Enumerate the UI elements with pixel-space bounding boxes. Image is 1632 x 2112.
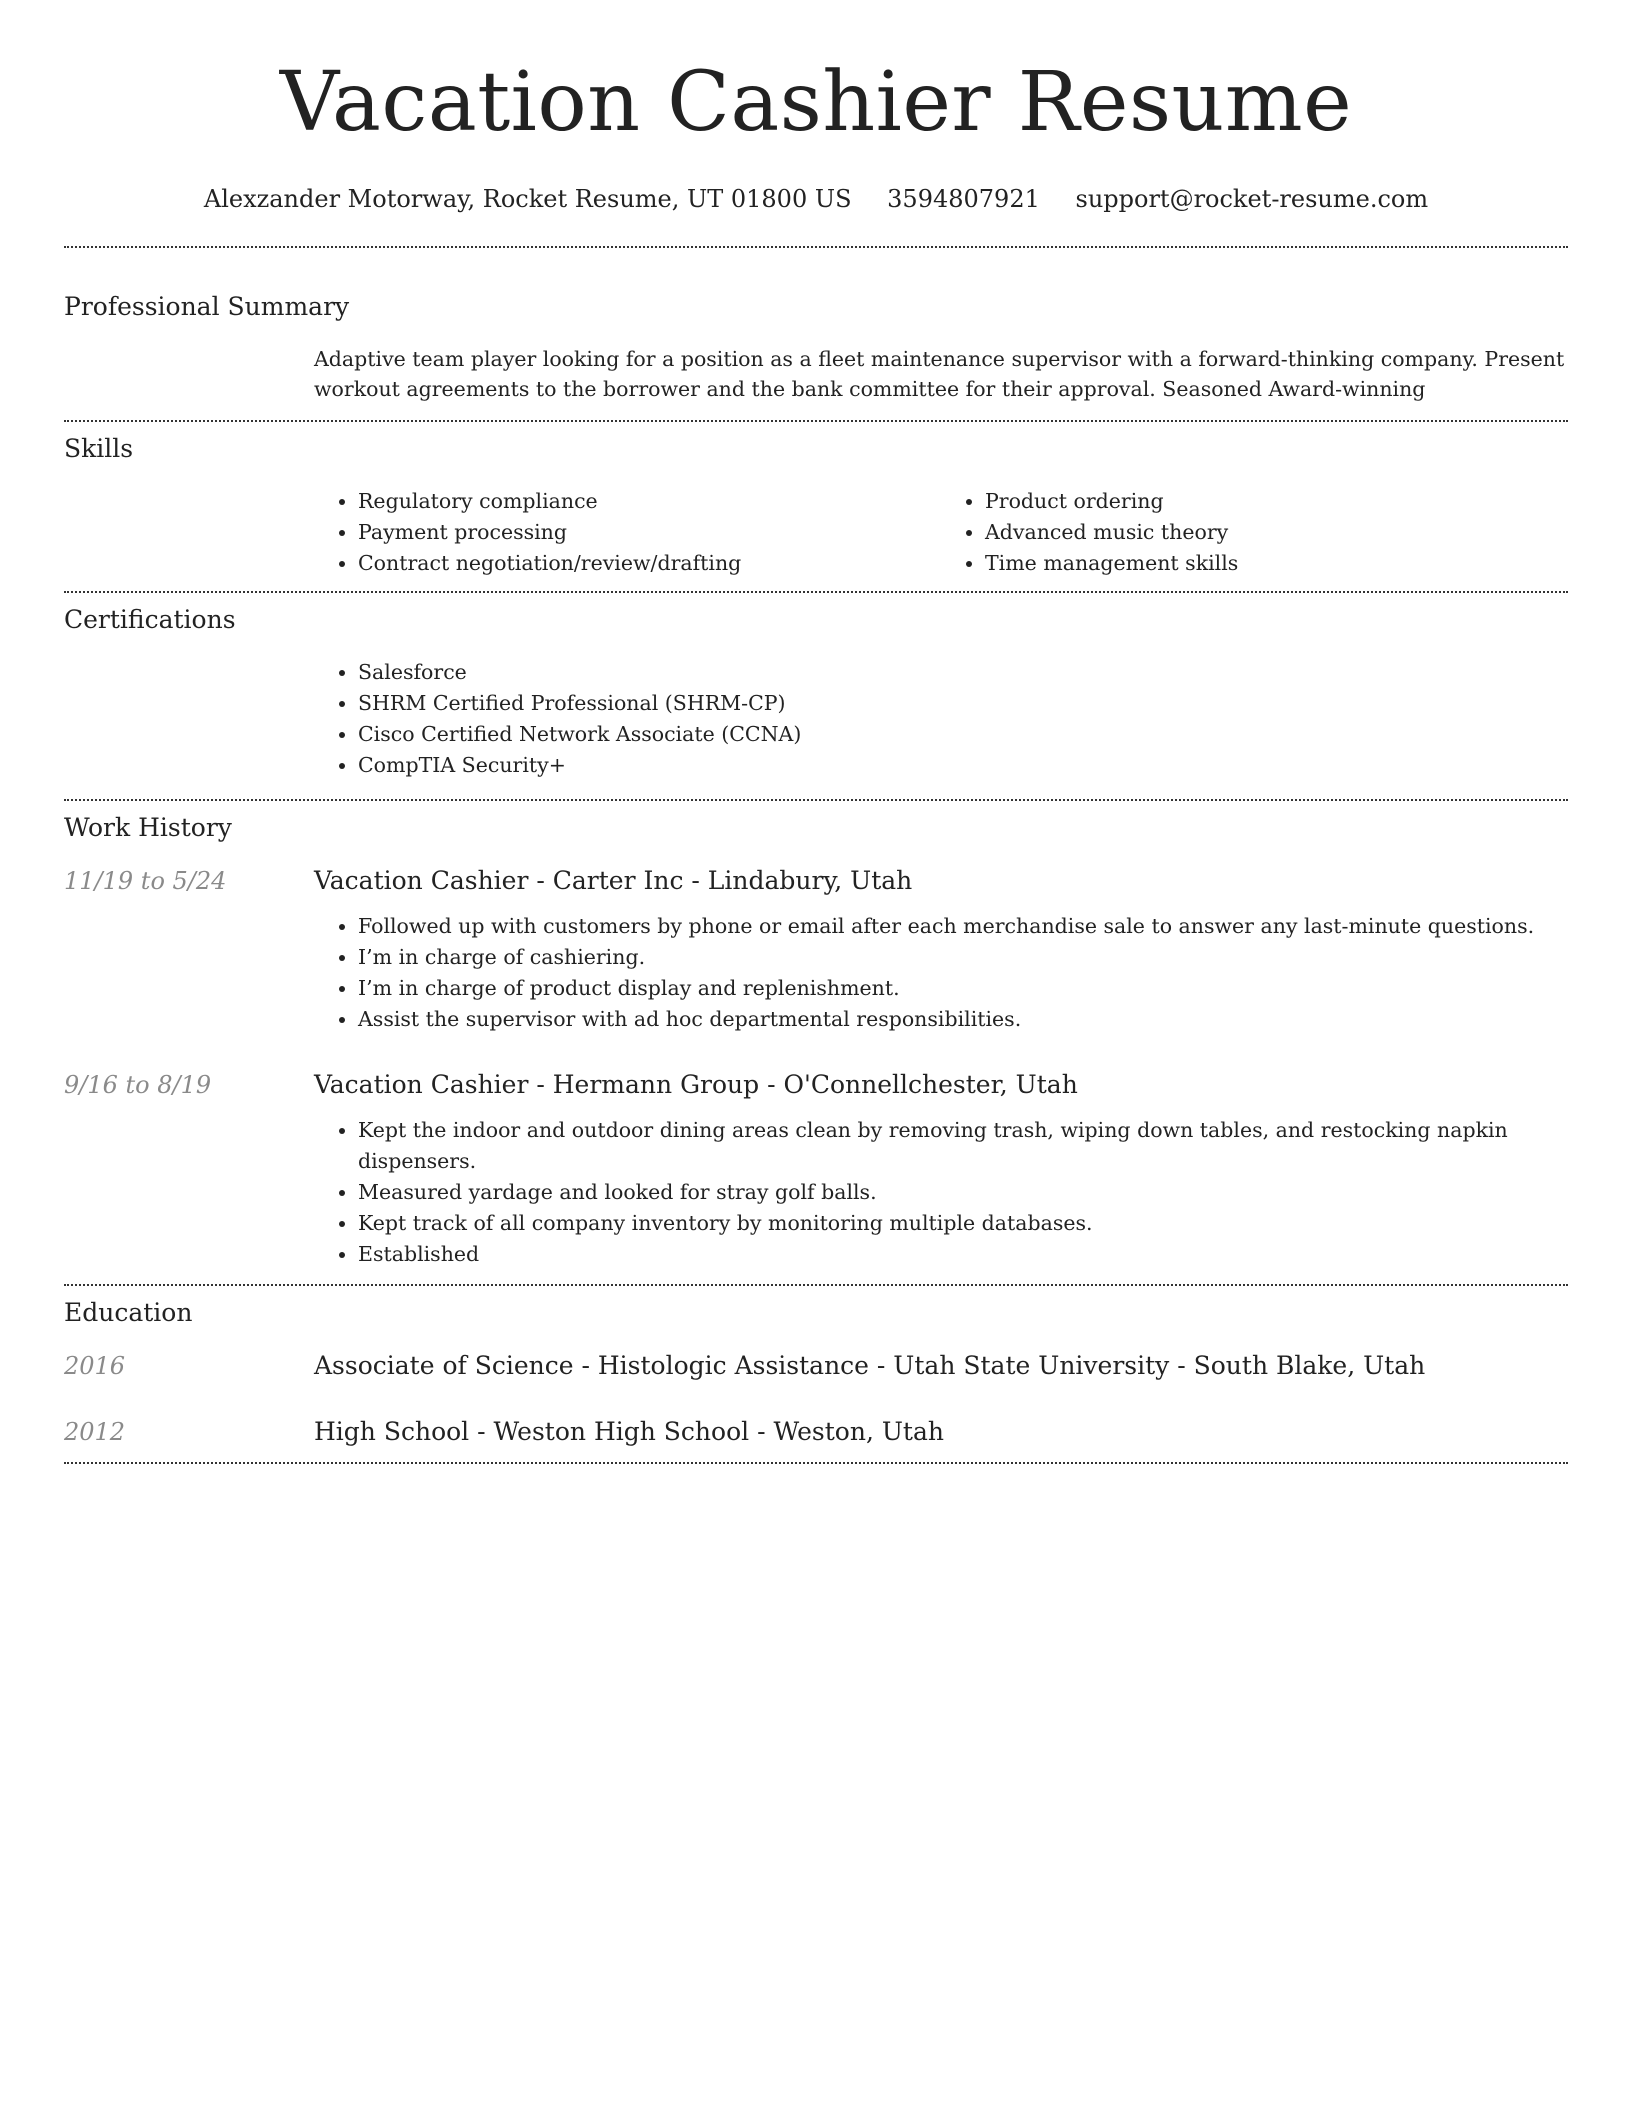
certifications-section	[64, 593, 1568, 799]
skills-list-right	[941, 486, 1568, 579]
job-entry	[64, 1069, 1568, 1284]
contact-line	[64, 184, 1568, 214]
job-bullet: • I’m in charge of cashiering.	[358, 942, 1568, 973]
job-bullet: • Assist the supervisor with ad hoc departmental responsibilities.	[358, 1004, 1568, 1035]
job-bullets	[314, 1115, 1568, 1270]
summary-heading: Professional Summary	[64, 292, 350, 321]
skills-heading: Skills	[64, 434, 134, 463]
certifications-list	[314, 657, 1568, 781]
education-year: 2012	[64, 1418, 126, 1446]
skill-item: • Contract negotiation/review/drafting	[358, 548, 941, 579]
skill-item: • Time management skills	[985, 548, 1568, 579]
contact-email[interactable]: support@rocket-resume.com	[1075, 185, 1429, 213]
contact-address: Alexzander Motorway, Rocket Resume, UT 01800 US	[203, 185, 852, 213]
certification-item: • Cisco Certified Network Associate (CCNA)	[358, 719, 1568, 750]
job-bullet: • Kept track of all company inventory by monitoring multiple databases.	[358, 1208, 1568, 1239]
job-entry	[64, 865, 1568, 1035]
job-bullet: • I’m in charge of product display and replenishment.	[358, 973, 1568, 1004]
education-heading: Education	[64, 1298, 193, 1327]
job-bullets	[314, 911, 1568, 1035]
certifications-heading: Certifications	[64, 605, 236, 634]
education-entry	[64, 1416, 1568, 1462]
job-bullet: • Established	[358, 1239, 1568, 1270]
summary-text: Adaptive team player looking for a position as a fleet maintenance supervisor with a forward-thinking company. Present workout agreements to the borrower and the bank committee for their approval. Seasoned Award-winning	[314, 347, 1565, 401]
job-bullet: • Kept the indoor and outdoor dining areas clean by removing trash, wiping down tables, and restocking napkin dispensers.	[358, 1115, 1568, 1177]
certification-item: • Salesforce	[358, 657, 1568, 688]
job-heading: Vacation Cashier - Hermann Group - O'Connellchester, Utah	[314, 1070, 1078, 1099]
job-dates: 11/19 to 5/24	[64, 867, 227, 895]
work-history-section	[64, 801, 1568, 1284]
job-heading: Vacation Cashier - Carter Inc - Lindabury, Utah	[314, 866, 913, 895]
education-section	[64, 1286, 1568, 1462]
job-dates: 9/16 to 8/19	[64, 1071, 212, 1099]
skill-item: • Payment processing	[358, 517, 941, 548]
education-year: 2016	[64, 1352, 126, 1380]
job-bullet: • Followed up with customers by phone or email after each merchandise sale to answer any last-minute questions.	[358, 911, 1568, 942]
resume-title: Vacation Cashier Resume	[279, 55, 1353, 150]
education-heading-line: High School - Weston High School - Weston, Utah	[314, 1417, 944, 1446]
contact-phone: 3594807921	[887, 185, 1040, 213]
skills-section	[64, 422, 1568, 591]
certification-item: • CompTIA Security+	[358, 750, 1568, 781]
work-history-heading: Work History	[64, 813, 232, 842]
summary-section	[64, 248, 1568, 420]
skill-item: • Regulatory compliance	[358, 486, 941, 517]
skill-item: • Product ordering	[985, 486, 1568, 517]
skill-item: • Advanced music theory	[985, 517, 1568, 548]
certification-item: • SHRM Certified Professional (SHRM-CP)	[358, 688, 1568, 719]
divider	[64, 1462, 1568, 1464]
job-bullet: • Measured yardage and looked for stray golf balls.	[358, 1177, 1568, 1208]
skills-list-left	[314, 486, 941, 579]
education-entry	[64, 1350, 1568, 1382]
education-heading-line: Associate of Science - Histologic Assistance - Utah State University - South Blake, Utah	[314, 1351, 1426, 1380]
